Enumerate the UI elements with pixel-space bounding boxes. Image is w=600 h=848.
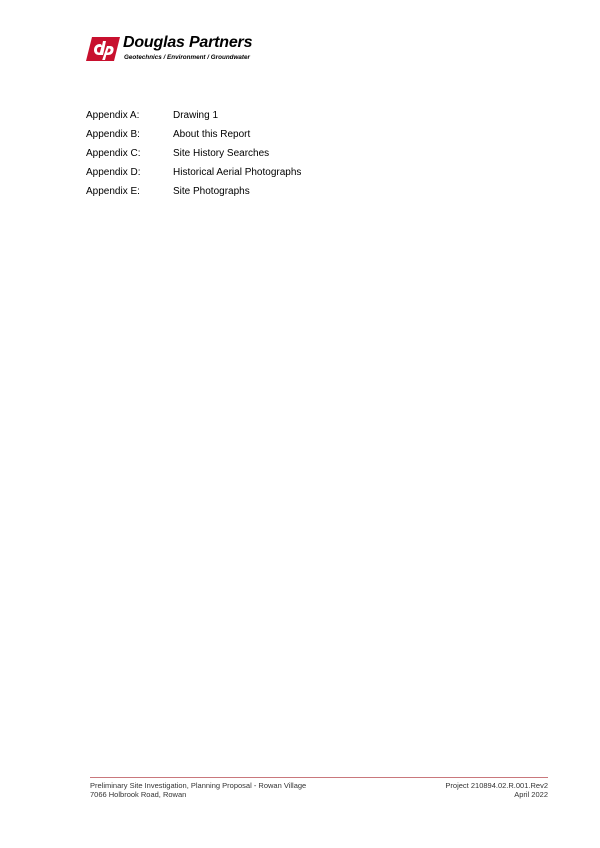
footer-report-info	[90, 781, 306, 799]
appendix-title: About this Report	[173, 129, 251, 140]
footer-project-number: Project 210894.02.R.001.Rev2	[445, 781, 548, 790]
appendix-label: Appendix A:	[86, 110, 140, 121]
appendix-list	[86, 109, 301, 204]
douglas-partners-logo	[86, 34, 286, 63]
footer-project-info	[445, 781, 548, 799]
appendix-title: Site Photographs	[173, 186, 250, 197]
footer-report-title: Preliminary Site Investigation, Planning Proposal - Rowan Village	[90, 781, 307, 790]
appendix-title: Historical Aerial Photographs	[173, 167, 302, 178]
footer-divider	[90, 777, 548, 778]
appendix-item-b	[86, 128, 301, 147]
brand-name: Douglas Partners	[123, 34, 253, 51]
footer-date: April 2022	[514, 790, 548, 799]
footer-address: 7066 Holbrook Road, Rowan	[90, 790, 187, 799]
appendix-item-c	[86, 147, 301, 166]
douglas-partners-logo-mark-icon	[86, 37, 120, 61]
appendix-label: Appendix E:	[86, 186, 140, 197]
appendix-item-e	[86, 185, 301, 204]
appendix-title: Drawing 1	[173, 110, 219, 121]
appendix-item-a	[86, 109, 301, 128]
appendix-label: Appendix C:	[86, 148, 141, 159]
appendix-label: Appendix D:	[86, 167, 141, 178]
appendix-label: Appendix B:	[86, 129, 140, 140]
brand-tagline: Geotechnics / Environment / Groundwater	[124, 54, 250, 61]
appendix-title: Site History Searches	[173, 148, 270, 159]
appendix-item-d	[86, 166, 301, 185]
